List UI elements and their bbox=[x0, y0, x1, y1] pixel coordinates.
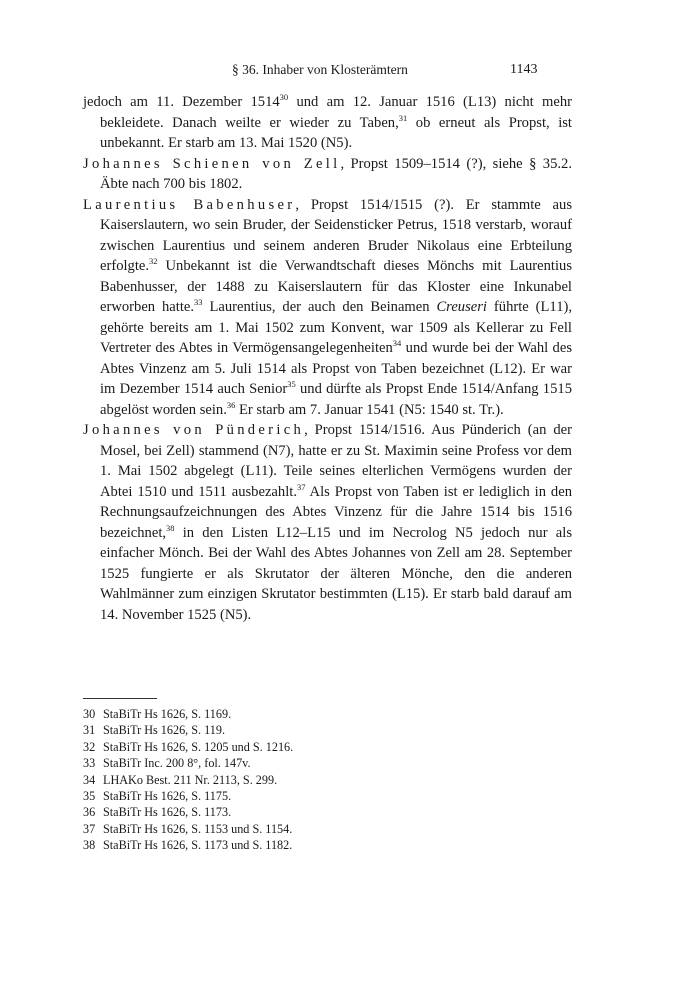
text-run: in den Listen L12–L15 und im Necrolog N5 jedoch nur als einfacher Mönch. Bei der Wahl des Abtes Johannes von Zell am 28. September 1525 fungierte er als Skrutator der älteren Mönche, den die anderen Wahlmänner zum einzigen Skrutator bestimmten (L15). Er starb bald darauf am 14. November 1525 (N5). bbox=[100, 524, 572, 623]
footnote-ref: 34 bbox=[392, 338, 402, 349]
footnote-number: 31 bbox=[83, 723, 96, 738]
text-run: jedoch am 11. Dezember 1514 bbox=[83, 94, 280, 110]
footnote-number: 32 bbox=[83, 739, 96, 754]
footnote-number: 35 bbox=[83, 789, 96, 804]
footnote-ref: 31 bbox=[398, 112, 408, 123]
text-run: , Propst 1514/1515 (?). Er stammte aus Kaiserslautern, wo sein Bruder, der Seidensticker Petrus, 1518 verstarb, worauf zwischen Laurentius und seinem anderen Bruder Nikolaus eine Erbteilung erfolgte. bbox=[100, 196, 572, 274]
footnote-text: StaBiTr Hs 1626, S. 1173. bbox=[103, 805, 232, 820]
text-run: Unbekannt ist die Verwandtschaft dieses Mönchs mit Laurentius Babenhusser, der 1488 zu Kaiserslautern für das Kloster eine Inkunabel erworben hatte. bbox=[100, 258, 572, 315]
footnote-text: StaBiTr Hs 1626, S. 1153 und S. 1154. bbox=[103, 821, 293, 836]
footnote bbox=[83, 837, 293, 853]
footnote-divider bbox=[83, 698, 157, 699]
footnote-ref: 33 bbox=[194, 297, 203, 308]
footnote bbox=[83, 788, 293, 804]
footnote-number: 30 bbox=[83, 707, 96, 721]
paragraph-continuation bbox=[83, 92, 572, 154]
footnote-text: StaBiTr Hs 1626, S. 1175. bbox=[103, 789, 232, 804]
footnote-number: 33 bbox=[83, 756, 96, 771]
page-number: 1143 bbox=[510, 62, 538, 77]
footnote bbox=[83, 821, 293, 837]
footnotes bbox=[83, 706, 293, 854]
person-name: Johannes von Pünderich bbox=[83, 422, 305, 438]
text-run: Er starb am 7. Januar 1541 (N5: 1540 st. Tr.). bbox=[235, 401, 504, 418]
footnote-ref: 30 bbox=[279, 92, 289, 103]
text-run: führte (L11), gehörte bereits am 1. Mai 1502 zum Konvent, war 1509 als Kellerar zu Fell Vertreter des Abtes in Vermögensangelegenheiten bbox=[100, 299, 572, 356]
text-run: ob erneut als Propst, ist unbekannt. Er starb am 13. Mai 1520 (N5). bbox=[100, 114, 572, 151]
footnote-ref: 32 bbox=[149, 256, 158, 267]
footnote bbox=[83, 772, 293, 788]
italic-text: Creuseri bbox=[436, 299, 487, 315]
entry-laurentius-babenhuser bbox=[83, 195, 572, 421]
footnote-text: LHAKo Best. 211 Nr. 2113, S. 299. bbox=[103, 772, 278, 787]
footnote bbox=[83, 739, 293, 755]
footnote-ref: 37 bbox=[296, 481, 306, 492]
footnote-text: StaBiTr Hs 1626, S. 119. bbox=[103, 723, 226, 738]
text-run: und am 12. Januar 1516 (L13) nicht mehr bekleidete. Danach weilte er wieder zu Taben, bbox=[100, 94, 572, 131]
footnote-text: StaBiTr Hs 1626, S. 1173 und S. 1182. bbox=[103, 838, 293, 853]
footnote bbox=[83, 706, 293, 722]
footnote-text: StaBiTr Hs 1626, S. 1205 und S. 1216. bbox=[103, 739, 294, 754]
entry-johannes-schienen bbox=[83, 154, 572, 195]
text-run: , Propst 1514/1516. Aus Pünderich (an der Mosel, bei Zell) stammend (N7), hatte er zu St. Maximin seine Profess vor dem 1. Mai 1502 abgelegt (L11). Teile seines elterlichen Vermögens wurden der Abtei 1510 und 1511 ausbezahlt. bbox=[100, 422, 572, 500]
footnote-ref: 36 bbox=[226, 399, 236, 410]
footnote-text: StaBiTr Inc. 200 8°, fol. 147v. bbox=[103, 756, 251, 771]
footnote bbox=[83, 755, 293, 771]
footnote-number: 34 bbox=[83, 772, 96, 787]
person-name: Johannes Schienen von Zell bbox=[83, 155, 341, 172]
text-run: , Propst 1509–1514 (?), siehe § 35.2. Äbte nach 700 bis 1802. bbox=[100, 155, 572, 192]
footnote-number: 38 bbox=[83, 838, 96, 853]
person-name: Laurentius Babenhuser bbox=[83, 196, 296, 213]
footnote-number: 36 bbox=[83, 805, 96, 820]
entry-johannes-von-puenderich bbox=[83, 420, 572, 625]
main-text bbox=[83, 92, 572, 625]
text-run: Laurentius, der auch den Beinamen bbox=[202, 299, 437, 315]
footnote-text: StaBiTr Hs 1626, S. 1169. bbox=[103, 707, 232, 721]
footnote bbox=[83, 804, 293, 820]
text-run: Als Propst von Taben ist er lediglich in den Rechnungsaufzeichnungen des Abtes Vinzenz für die Jahre 1514 bis 1516 bezeichnet, bbox=[100, 483, 572, 541]
footnote-ref: 38 bbox=[166, 522, 175, 533]
text-run: und wurde bei der Wahl des Abtes Vinzenz am 5. Juli 1514 als Propst von Taben bezeichnet (L12). Er war im Dezember 1514 auch Senior bbox=[100, 340, 572, 397]
text-run: und dürfte als Propst Ende 1514/Anfang 1515 abgelöst worden sein. bbox=[100, 381, 572, 418]
footnote-number: 37 bbox=[83, 821, 96, 836]
running-header: § 36. Inhaber von Klosterämtern bbox=[232, 62, 408, 77]
footnote-ref: 35 bbox=[287, 379, 296, 390]
footnote bbox=[83, 722, 293, 738]
